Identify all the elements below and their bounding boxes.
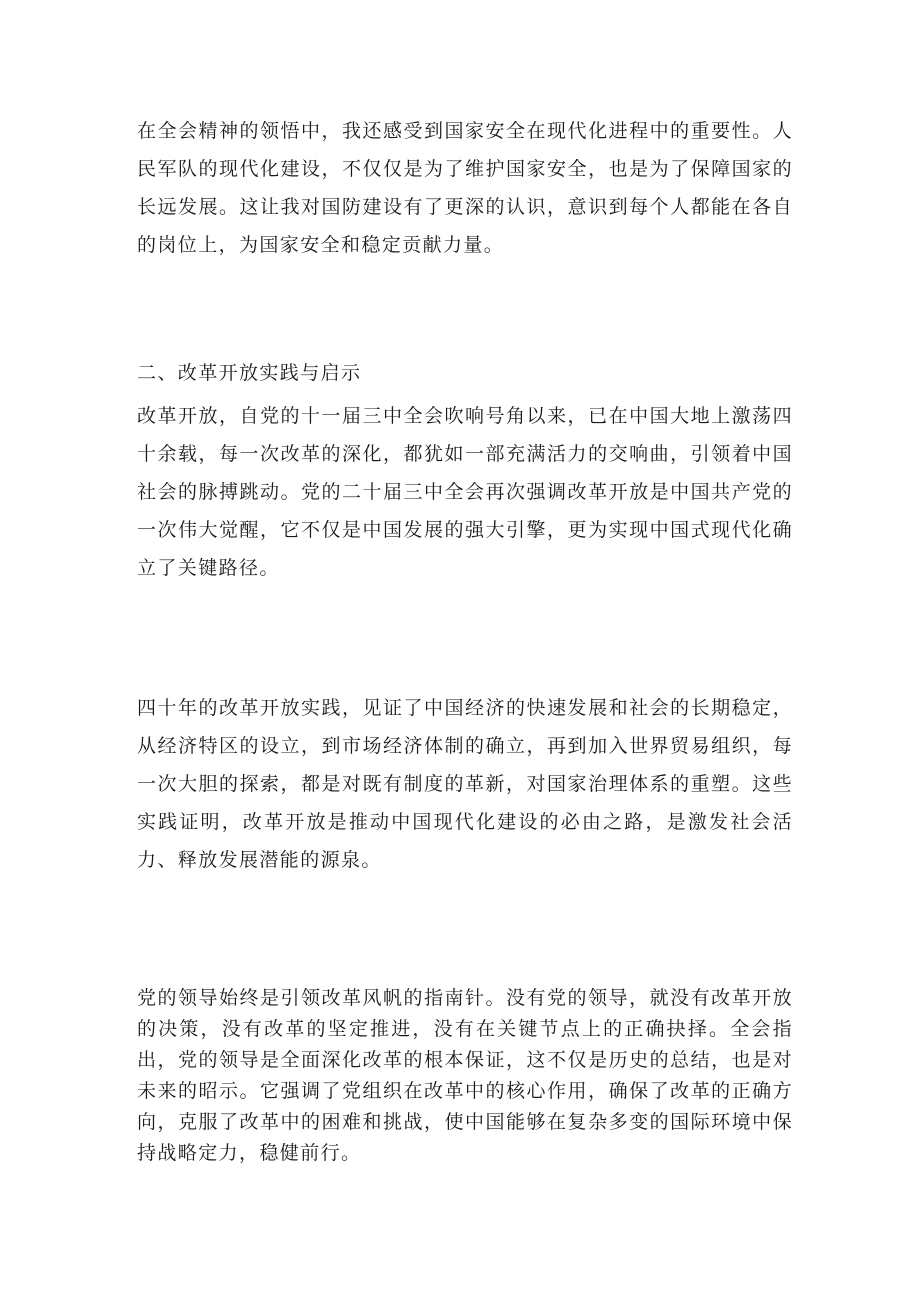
section-heading-reform: 二、改革开放实践与启示 [137, 362, 362, 384]
paragraph-reform-history: 改革开放，自党的十一届三中全会吹响号角以来，已在中国大地上激荡四十余载，每一次改革的深化，都犹如一部充满活力的交响曲，引领着中国社会的脉搏跳动。党的二十届三中全会再次强调改革开放是中国共产党的一次伟大觉醒，它不仅是中国发展的强大引擎，更为实现中国式现代化确立了关键路径。 [137, 405, 793, 579]
paragraph-national-security: 在全会精神的领悟中，我还感受到国家安全在现代化进程中的重要性。人民军队的现代化建设，不仅仅是为了维护国家安全，也是为了保障国家的长远发展。这让我对国防建设有了更深的认识，意识到每个人都能在各自的岗位上，为国家安全和稳定贡献力量。 [137, 120, 793, 256]
paragraph-party-leadership: 党的领导始终是引领改革风帆的指南针。没有党的领导，就没有改革开放的决策，没有改革的坚定推进，没有在关键节点上的正确抉择。全会指出，党的领导是全面深化改革的根本保证，这不仅是历史的总结，也是对未来的昭示。它强调了党组织在改革中的核心作用，确保了改革的正确方向，克服了改革中的困难和挑战，使中国能够在复杂多变的国际环境中保持战略定力，稳健前行。 [137, 987, 793, 1164]
paragraph-reform-practice: 四十年的改革开放实践，见证了中国经济的快速发展和社会的长期稳定，从经济特区的设立，到市场经济体制的确立，再到加入世界贸易组织，每一次大胆的探索，都是对既有制度的革新，对国家治理体系的重塑。这些实践证明，改革开放是推动中国现代化建设的必由之路，是激发社会活力、释放发展潜能的源泉。 [137, 697, 793, 871]
